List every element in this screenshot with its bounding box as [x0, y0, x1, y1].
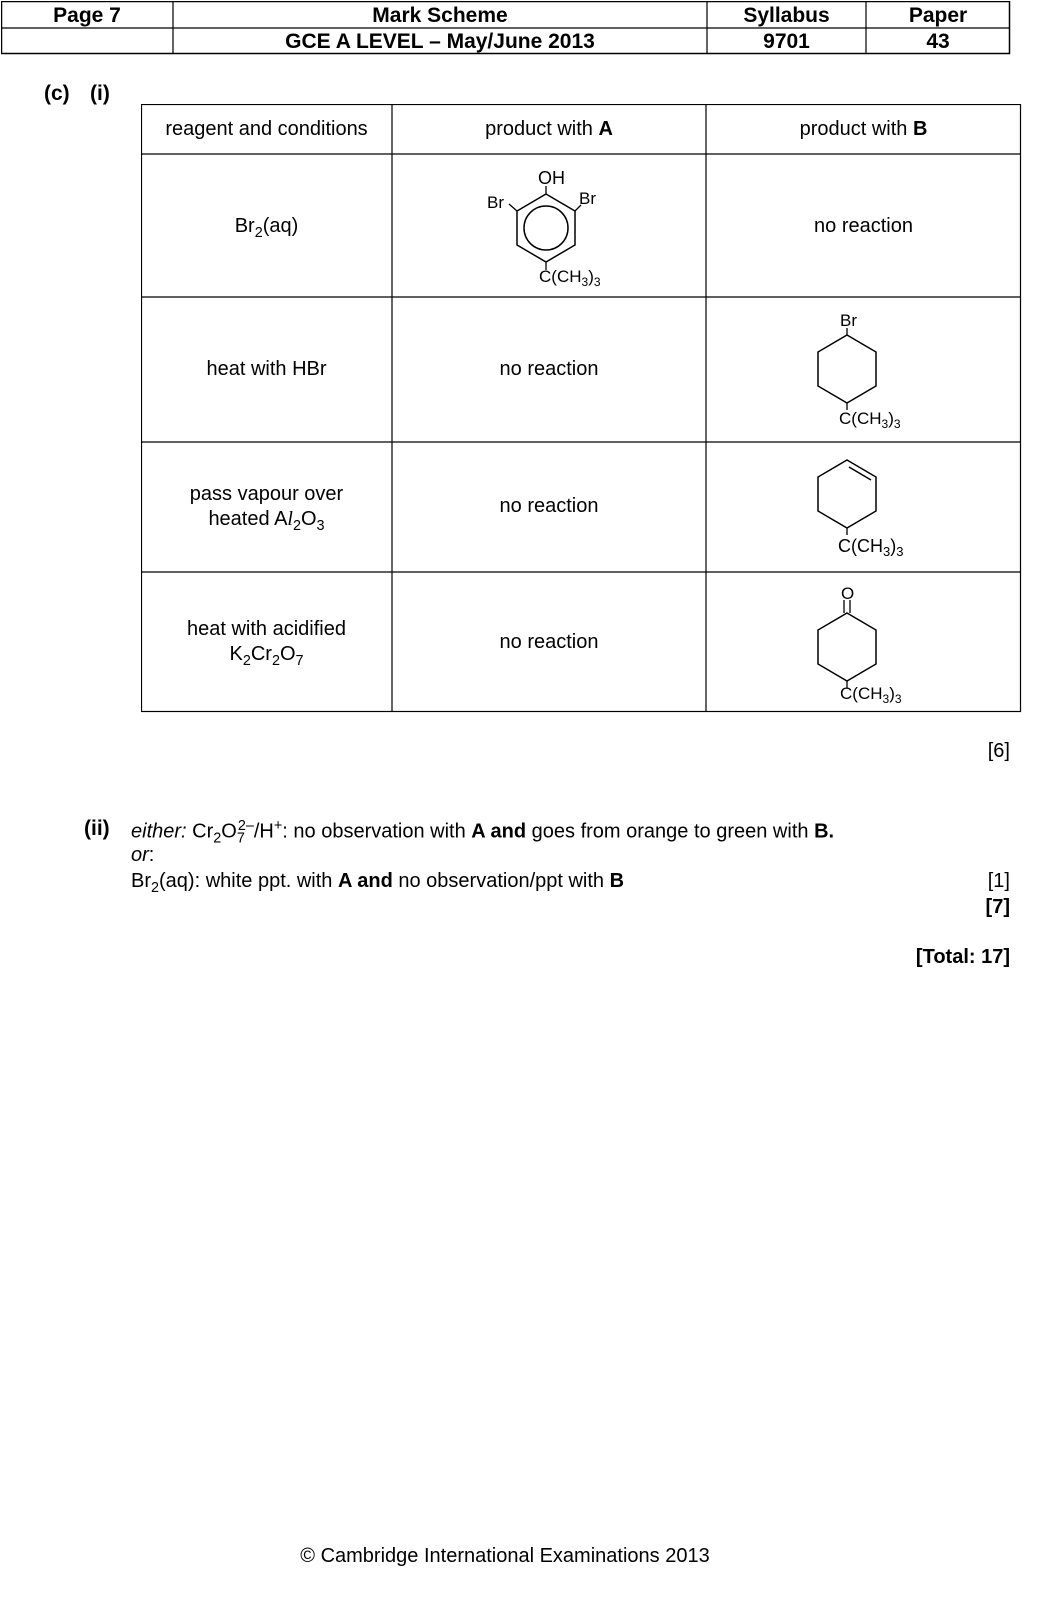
col-header-product-b-prefix: product with [799, 118, 913, 140]
dichromate-cr: Cr [186, 820, 214, 843]
col-header-product-b [706, 117, 1021, 142]
row3-reagent-sub1: 2 [292, 518, 301, 534]
tbutyl-label-main: C(CH [838, 536, 883, 556]
br-label: Br [840, 311, 857, 330]
either-label: either: [131, 820, 187, 843]
or-colon: : [148, 844, 155, 866]
br-right-label: Br [579, 189, 596, 208]
tbutyl-label-sub1: 3 [882, 692, 890, 706]
tbutyl-label-paren: ) [889, 684, 895, 703]
row3-reagent-o: O [300, 508, 317, 530]
cyclohexanone-structure [791, 579, 981, 709]
part-ii-label: (ii) [84, 817, 110, 840]
col-header-product-b-letter: B [912, 118, 928, 140]
oh-label: OH [538, 168, 565, 188]
doc-subtitle: GCE A LEVEL – May/June 2013 [285, 30, 595, 53]
line3-text2: no observation/ppt with [392, 870, 610, 892]
line1-text1: : no observation with [282, 820, 472, 843]
double-bond [849, 467, 871, 480]
row3-reagent [141, 482, 392, 539]
tbutyl-label-sub2: 3 [896, 544, 904, 559]
line3-and: and [351, 870, 393, 892]
bromine-br: Br [131, 870, 151, 892]
paper-label: Paper [908, 4, 968, 27]
tbutyl-label-paren: ) [890, 536, 897, 556]
marks-c-ii: [1] [987, 870, 1010, 892]
dichromate-o: O [221, 820, 237, 843]
row2-reagent: heat with HBr [206, 358, 327, 380]
row4-reagent-line1: heat with acidified [187, 618, 346, 640]
line3-compound-b: B [609, 870, 625, 892]
line3-text1: (aq): white ppt. with [159, 870, 338, 892]
section-sub-label: (i) [90, 82, 110, 105]
tbutyl-label-main: C(CH [539, 267, 582, 286]
row3-reagent-line2 [141, 507, 392, 539]
line1-compound-a: A [471, 820, 485, 843]
tbutyl-label-sub2: 3 [593, 275, 601, 289]
o-label: O [841, 584, 855, 603]
part-ii-line3 [131, 870, 624, 896]
doc-title: Mark Scheme [372, 4, 508, 27]
line1-compound-b: B. [814, 820, 835, 843]
col-header-product-a [392, 117, 706, 142]
row4-reagent-sub1: 2 [242, 653, 251, 669]
line3-compound-a: A [337, 870, 352, 892]
part-ii-line1 [131, 818, 834, 847]
row3-reagent-italic-l: l [287, 508, 293, 530]
tbutyl-label-sub2: 3 [894, 692, 902, 706]
row3-product-a: no reaction [499, 495, 599, 517]
cyclohexane-ring [818, 335, 876, 403]
tbutyl-label-sub1: 3 [581, 275, 589, 289]
tbutyl-label-sub2: 3 [893, 417, 901, 431]
row3-reagent-heated: heated A [208, 508, 288, 530]
tbutyl-label-main: C(CH [840, 684, 883, 703]
copyright-footer: © Cambridge International Examinations 2013 [300, 1545, 710, 1567]
syllabus-value: 9701 [763, 30, 810, 53]
row4-reagent-sub3: 7 [295, 653, 304, 669]
row4-reagent [141, 617, 392, 674]
br-left-bond [509, 204, 517, 211]
row4-reagent-sub2: 2 [271, 653, 280, 669]
row1-product-b: no reaction [814, 215, 913, 237]
tbutyl-label-paren: ) [588, 267, 594, 286]
tbutyl-label-sub1: 3 [883, 544, 891, 559]
benzene-ring [517, 194, 575, 262]
line1-and: and [484, 820, 527, 843]
cyclohexene-ring [818, 460, 876, 528]
row2-product-a: no reaction [499, 358, 599, 380]
page-number: Page 7 [53, 4, 121, 27]
col-header-product-a-prefix: product with [485, 118, 599, 140]
row4-product-a: no reaction [499, 631, 599, 653]
dichromate-sub2: 2 [213, 830, 222, 847]
row4-reagent-k: K [229, 643, 243, 665]
tbutyl-label-main: C(CH [839, 409, 882, 428]
col-header-product-a-letter: A [598, 118, 613, 140]
syllabus-label: Syllabus [743, 4, 830, 27]
br-left-label: Br [487, 193, 504, 212]
col-header-reagent: reagent and conditions [165, 118, 368, 140]
row3-reagent-line1: pass vapour over [189, 483, 344, 505]
marks-subtotal: [7] [985, 896, 1010, 918]
tbutyl-label-paren: ) [888, 409, 894, 428]
bromocyclohexane-structure [791, 304, 981, 434]
aromatic-circle [524, 206, 568, 250]
row1-reagent [141, 214, 392, 246]
row3-reagent-sub2: 3 [316, 518, 325, 534]
dichromate-sub7: 7 [236, 830, 245, 847]
cyclohexanone-ring [818, 613, 876, 681]
bromine-sub2: 2 [151, 880, 160, 896]
or-label: or [131, 844, 149, 866]
hydrogen-ion: /H [253, 820, 274, 843]
tbutyl-label-sub1: 3 [881, 417, 889, 431]
marks-total: [Total: 17] [915, 946, 1010, 968]
hydrogen-charge: + [273, 818, 283, 834]
line1-text2: goes from orange to green with [526, 820, 815, 843]
row1-reagent-main: Br [234, 215, 255, 237]
row4-reagent-line2 [141, 642, 392, 674]
row1-reagent-tail: (aq) [262, 215, 299, 237]
row4-reagent-cr: Cr [250, 643, 272, 665]
part-ii-or [131, 844, 154, 867]
dichromate-charge: 2– [237, 818, 254, 834]
marks-c-i: [6] [987, 740, 1010, 762]
cyclohexene-structure [791, 449, 981, 569]
section-part-label: (c) [44, 82, 70, 105]
row1-reagent-sub: 2 [254, 225, 263, 241]
tbutyl-label [838, 536, 903, 559]
tbutyl-label [539, 267, 601, 289]
tribromophenol-structure [471, 164, 641, 294]
tbutyl-label [839, 409, 901, 431]
tbutyl-label [840, 684, 902, 706]
row4-reagent-o: O [279, 643, 296, 665]
header-table [1, 1, 1010, 54]
paper-value: 43 [926, 30, 950, 53]
